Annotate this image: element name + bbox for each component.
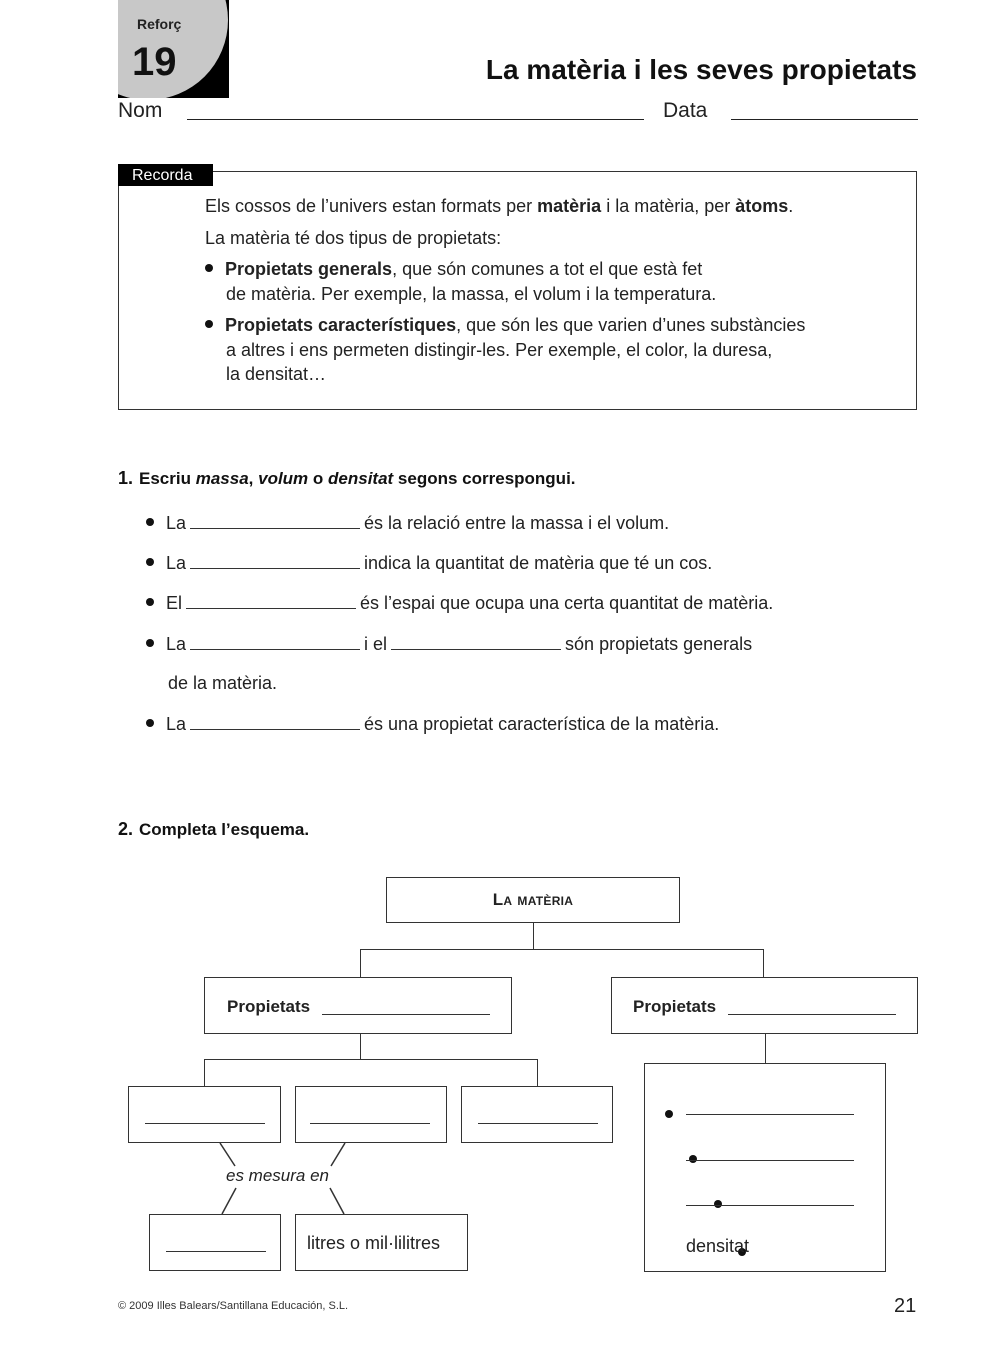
recorda-tab: Recorda <box>118 164 213 186</box>
recorda-bullet-general-cont: de matèria. Per exemple, la massa, el volum i la temperatura. <box>226 284 717 304</box>
bullet-icon <box>665 1110 673 1118</box>
page-title: La matèria i les seves propietats <box>485 54 917 85</box>
root-node: La matèria <box>386 877 680 923</box>
bullet-icon <box>714 1200 722 1208</box>
badge-label: Reforç <box>137 16 182 32</box>
exercise1-item-4: La i el són propietats generals <box>146 633 752 655</box>
connector <box>765 1034 766 1063</box>
date-label: Data <box>663 99 708 122</box>
exercise1-item-4-cont: de la matèria. <box>168 673 278 693</box>
exercise1-item-5: La és una propietat característica de la matèria. <box>146 713 719 735</box>
left-property-node: Propietats <box>204 977 512 1034</box>
badge-number: 19 <box>132 40 177 84</box>
unit-box-litres: litres o mil·lilitres <box>295 1214 468 1271</box>
copyright: © 2009 Illes Balears/Santillana Educación, S.L. <box>118 1300 349 1312</box>
exercise2-title: 2. Completa l’esquema. <box>118 819 310 839</box>
recorda-bullet-characteristic-cont1: a altres i ens permeten distingir-les. Per exemple, el color, la duresa, <box>226 340 773 360</box>
connector-label: es mesura en <box>226 1166 329 1185</box>
right-property-node: Propietats <box>611 977 918 1034</box>
page-number: 21 <box>894 1295 917 1317</box>
bullet-icon <box>689 1155 697 1163</box>
recorda-line1: Els cossos de l’univers estan formats per matèria i la matèria, per àtoms. <box>205 196 794 216</box>
characteristic-property-list: densitat <box>644 1063 886 1272</box>
recorda-bullet-general: Propietats generals, que són comunes a tot el que està fet <box>205 257 702 281</box>
exercise1-item-1: La és la relació entre la massa i el volum. <box>146 512 669 534</box>
recorda-bullet-characteristic-cont2: la densitat… <box>226 364 327 384</box>
answer-blank[interactable] <box>686 1205 854 1206</box>
unit-box-blank <box>149 1214 281 1271</box>
exercise1-item-2: La indica la quantitat de matèria que té un cos. <box>146 552 712 574</box>
name-label: Nom <box>118 99 163 122</box>
answer-blank[interactable] <box>686 1114 854 1115</box>
answer-blank[interactable] <box>166 1251 266 1252</box>
exercise1-title: 1. Escriu massa, volum o densitat segons correspongui. <box>118 468 576 488</box>
recorda-line2: La matèria té dos tipus de propietats: <box>205 228 502 248</box>
exercise1-item-3: El és l’espai que ocupa una certa quantitat de matèria. <box>146 592 773 614</box>
answer-blank[interactable] <box>686 1160 854 1161</box>
recorda-bullet-characteristic: Propietats característiques, que són les que varien d’unes substàncies <box>205 313 805 337</box>
